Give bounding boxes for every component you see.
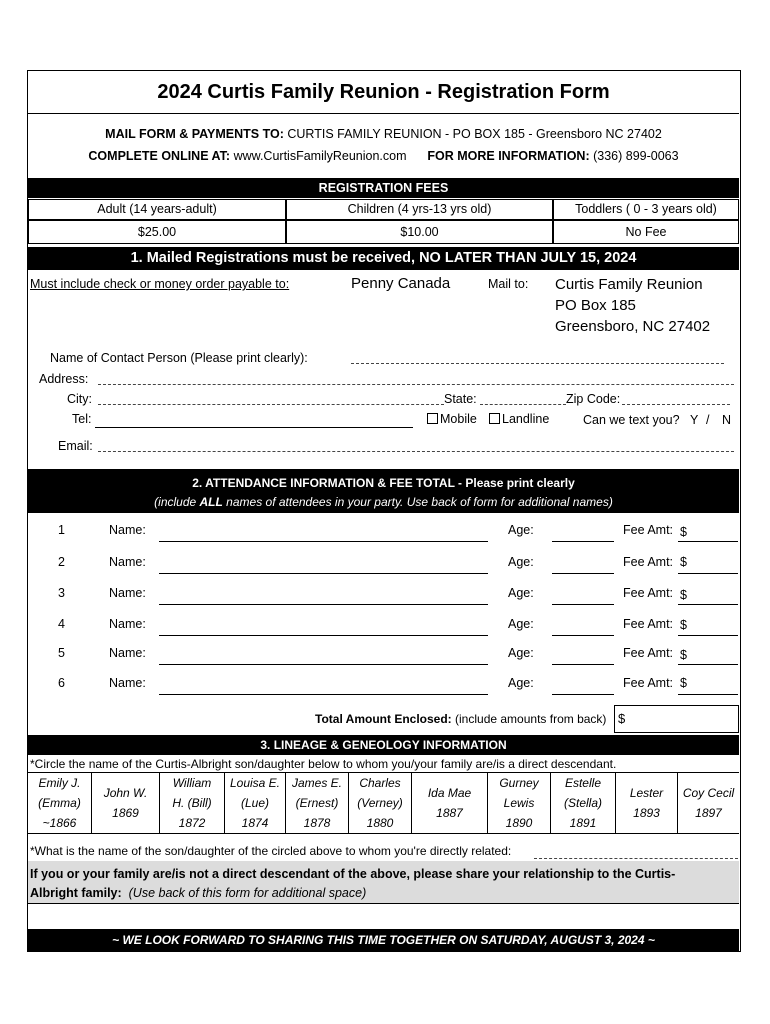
address-label: Address: xyxy=(39,372,89,386)
person-line: Lewis xyxy=(503,796,535,810)
person-line: 1880 xyxy=(366,816,394,830)
person-line: 1897 xyxy=(695,806,722,820)
age-input[interactable] xyxy=(552,664,614,665)
fee-label: Fee Amt: xyxy=(623,523,674,537)
tel-input[interactable] xyxy=(95,427,413,428)
attendee-row xyxy=(28,646,739,668)
mail-address xyxy=(555,274,710,337)
mail-to-line xyxy=(28,127,739,141)
person-line: (Lue) xyxy=(240,796,269,810)
person-line: ~1866 xyxy=(42,816,77,830)
footer-banner: ~ WE LOOK FORWARD TO SHARING THIS TIME TOGETHER ON SATURDAY, AUGUST 3, 2024 ~ xyxy=(28,929,739,951)
dollar-sign: $ xyxy=(680,618,687,632)
age-input[interactable] xyxy=(552,604,614,605)
lineage-person-emily[interactable] xyxy=(28,773,92,833)
lineage-person-estelle[interactable] xyxy=(551,773,616,833)
relationship-text-2 xyxy=(28,884,739,902)
fee-input[interactable] xyxy=(678,664,738,665)
lineage-person-coy[interactable] xyxy=(678,773,739,833)
person-line: Lester xyxy=(629,786,664,800)
name-label: Name: xyxy=(109,646,146,660)
mail-address-line-1: Curtis Family Reunion xyxy=(555,276,703,293)
form-title: 2024 Curtis Family Reunion - Registration Form xyxy=(28,71,739,114)
text-slash: / xyxy=(706,413,710,427)
attendee-number: 2 xyxy=(58,555,65,569)
address-input[interactable] xyxy=(98,384,734,385)
section2-sub-all: ALL xyxy=(199,495,223,509)
person-line: 1890 xyxy=(505,816,533,830)
age-label: Age: xyxy=(508,523,534,537)
lineage-person-gurney[interactable] xyxy=(488,773,551,833)
text-question: Can we text you? xyxy=(583,413,680,427)
dollar-sign: $ xyxy=(680,525,687,539)
total-input[interactable] xyxy=(614,705,739,733)
person-line: 1893 xyxy=(633,806,660,820)
fee-input[interactable] xyxy=(678,573,738,574)
person-line: Coy Cecil xyxy=(682,786,735,800)
name-input[interactable] xyxy=(159,664,488,665)
attendee-row xyxy=(28,555,739,577)
info-phone: (336) 899-0063 xyxy=(593,149,679,163)
email-label: Email: xyxy=(58,439,93,453)
landline-checkbox[interactable] xyxy=(489,413,500,424)
name-label: Name: xyxy=(109,555,146,569)
fee-input[interactable] xyxy=(678,635,738,636)
fee-children-price: $10.00 xyxy=(286,220,553,244)
city-label: City: xyxy=(67,392,92,406)
state-input[interactable] xyxy=(480,404,566,405)
age-input[interactable] xyxy=(552,541,614,542)
relationship-text-1: If you or your family are/is not a direct descendant of the above, please share your relationship to the Curtis- xyxy=(30,867,676,881)
relationship-note: (Use back of this form for additional space) xyxy=(128,886,367,900)
attendee-row xyxy=(28,617,739,639)
section2-header: 2. ATTENDANCE INFORMATION & FEE TOTAL - Please print clearly xyxy=(192,476,575,490)
total-label: Total Amount Enclosed: xyxy=(315,712,452,726)
attendee-number: 4 xyxy=(58,617,65,631)
person-line: Ida Mae xyxy=(427,786,472,800)
fee-children-label: Children (4 yrs-13 yrs old) xyxy=(286,199,553,220)
age-input[interactable] xyxy=(552,573,614,574)
total-amount xyxy=(315,712,606,726)
fee-toddlers-price: No Fee xyxy=(553,220,739,244)
person-line: James E. xyxy=(291,776,342,790)
relationship-label: Albright family: xyxy=(30,886,122,900)
relationship-box[interactable] xyxy=(28,861,739,903)
zip-label: Zip Code: xyxy=(566,392,621,406)
name-input[interactable] xyxy=(159,541,488,542)
lineage-person-ida[interactable] xyxy=(412,773,488,833)
mail-address-line-2: PO Box 185 xyxy=(555,297,636,314)
online-label: COMPLETE ONLINE AT: xyxy=(88,149,231,163)
mail-to-label: MAIL FORM & PAYMENTS TO: xyxy=(105,127,284,141)
landline-option[interactable] xyxy=(489,412,549,426)
fee-label: Fee Amt: xyxy=(623,676,674,690)
fee-adult-label: Adult (14 years-adult) xyxy=(28,199,286,220)
section1-header: 1. Mailed Registrations must be received, NO LATER THAN JULY 15, 2024 xyxy=(28,247,739,270)
name-input[interactable] xyxy=(159,604,488,605)
info-label: FOR MORE INFORMATION: xyxy=(427,149,590,163)
person-line: Estelle xyxy=(564,776,601,790)
person-line: 1891 xyxy=(569,816,597,830)
age-label: Age: xyxy=(508,646,534,660)
contact-input[interactable] xyxy=(351,363,724,364)
age-input[interactable] xyxy=(552,694,614,695)
fee-label: Fee Amt: xyxy=(623,646,674,660)
fee-adult-price: $25.00 xyxy=(28,220,286,244)
fees-header: REGISTRATION FEES xyxy=(28,178,739,198)
person-line: 1887 xyxy=(436,806,463,820)
section2-sub-pre: (include xyxy=(154,495,200,509)
lineage-person-william[interactable] xyxy=(160,773,225,833)
age-label: Age: xyxy=(508,586,534,600)
person-line: 1872 xyxy=(178,816,206,830)
fee-label: Fee Amt: xyxy=(623,586,674,600)
name-label: Name: xyxy=(109,586,146,600)
lineage-table xyxy=(28,772,739,834)
fee-input[interactable] xyxy=(678,604,738,605)
fee-label: Fee Amt: xyxy=(623,617,674,631)
attendee-row xyxy=(28,523,739,545)
dollar-sign: $ xyxy=(680,648,687,662)
age-label: Age: xyxy=(508,555,534,569)
dollar-sign: $ xyxy=(680,676,687,690)
online-url[interactable]: www.CurtisFamilyReunion.com xyxy=(233,149,407,163)
landline-label: Landline xyxy=(502,412,550,426)
attendee-row xyxy=(28,676,739,698)
attendee-number: 1 xyxy=(58,523,65,537)
zip-input[interactable] xyxy=(622,404,730,405)
person-line: Gurney xyxy=(499,776,539,790)
lineage-person-charles[interactable] xyxy=(349,773,412,833)
person-line: John W. xyxy=(103,786,148,800)
payee-name: Penny Canada xyxy=(351,275,451,292)
lineage-person-james[interactable] xyxy=(286,773,349,833)
person-line: William xyxy=(172,776,212,790)
dollar-sign: $ xyxy=(680,555,687,569)
payable-label: Must include check or money order payable to: xyxy=(30,277,290,291)
state-label: State: xyxy=(444,392,477,406)
person-line: Charles xyxy=(359,776,401,790)
total-dollar-sign: $ xyxy=(618,711,626,726)
person-line: (Verney) xyxy=(357,796,403,810)
mail-to-value: CURTIS FAMILY REUNION - PO BOX 185 - Greensboro NC 27402 xyxy=(287,127,662,141)
person-line: 1869 xyxy=(112,806,139,820)
name-label: Name: xyxy=(109,523,146,537)
mobile-option[interactable] xyxy=(427,412,477,426)
lineage-person-lester[interactable] xyxy=(616,773,678,833)
fee-input[interactable] xyxy=(678,694,738,695)
text-no[interactable]: N xyxy=(722,413,732,427)
age-label: Age: xyxy=(508,676,534,690)
person-line: Emily J. xyxy=(38,776,81,790)
relationship-blank-line[interactable] xyxy=(28,903,739,930)
online-line xyxy=(28,149,739,163)
lineage-person-john[interactable] xyxy=(92,773,160,833)
name-label: Name: xyxy=(109,676,146,690)
dollar-sign: $ xyxy=(680,588,687,602)
name-input[interactable] xyxy=(159,573,488,574)
fee-label: Fee Amt: xyxy=(623,555,674,569)
attendee-number: 5 xyxy=(58,646,65,660)
mobile-checkbox[interactable] xyxy=(427,413,438,424)
fee-input[interactable] xyxy=(678,541,738,542)
person-line: (Stella) xyxy=(563,796,602,810)
name-input[interactable] xyxy=(159,635,488,636)
age-label: Age: xyxy=(508,617,534,631)
registration-form xyxy=(27,70,741,952)
attendee-row xyxy=(28,586,739,608)
person-line: 1874 xyxy=(241,816,269,830)
email-input[interactable] xyxy=(98,451,734,452)
lineage-person-louisa[interactable] xyxy=(225,773,286,833)
name-input[interactable] xyxy=(159,694,488,695)
mail-address-line-3: Greensboro, NC 27402 xyxy=(555,318,711,335)
attendee-number: 6 xyxy=(58,676,65,690)
direct-relation-input[interactable] xyxy=(534,858,738,859)
mobile-label: Mobile xyxy=(440,412,477,426)
person-line: (Ernest) xyxy=(295,796,339,810)
text-yes[interactable]: Y xyxy=(690,413,699,427)
age-input[interactable] xyxy=(552,635,614,636)
fee-toddlers-label: Toddlers ( 0 - 3 years old) xyxy=(553,199,739,220)
section2-subheader xyxy=(28,495,739,509)
total-note: (include amounts from back) xyxy=(455,712,607,726)
direct-relation-question: *What is the name of the son/daughter of the circled above to whom you're directly related: xyxy=(30,844,512,858)
tel-label: Tel: xyxy=(72,412,92,426)
city-input[interactable] xyxy=(98,404,444,405)
section2-sub-post: names of attendees in your party. Use back of form for additional names) xyxy=(222,495,613,509)
person-line: 1878 xyxy=(303,816,331,830)
person-line: (Emma) xyxy=(38,796,81,810)
mail-to-short-label: Mail to: xyxy=(488,277,529,291)
lineage-instructions: *Circle the name of the Curtis-Albright son/daughter below to whom you/your family are/is a direct descendant. xyxy=(30,757,617,771)
contact-label: Name of Contact Person (Please print clearly): xyxy=(50,351,308,365)
person-line: Louisa E. xyxy=(229,776,281,790)
section3-header: 3. LINEAGE & GENEOLOGY INFORMATION xyxy=(28,735,739,755)
section2-header-bar xyxy=(28,469,739,513)
attendee-number: 3 xyxy=(58,586,65,600)
name-label: Name: xyxy=(109,617,146,631)
person-line: H. (Bill) xyxy=(172,796,212,810)
